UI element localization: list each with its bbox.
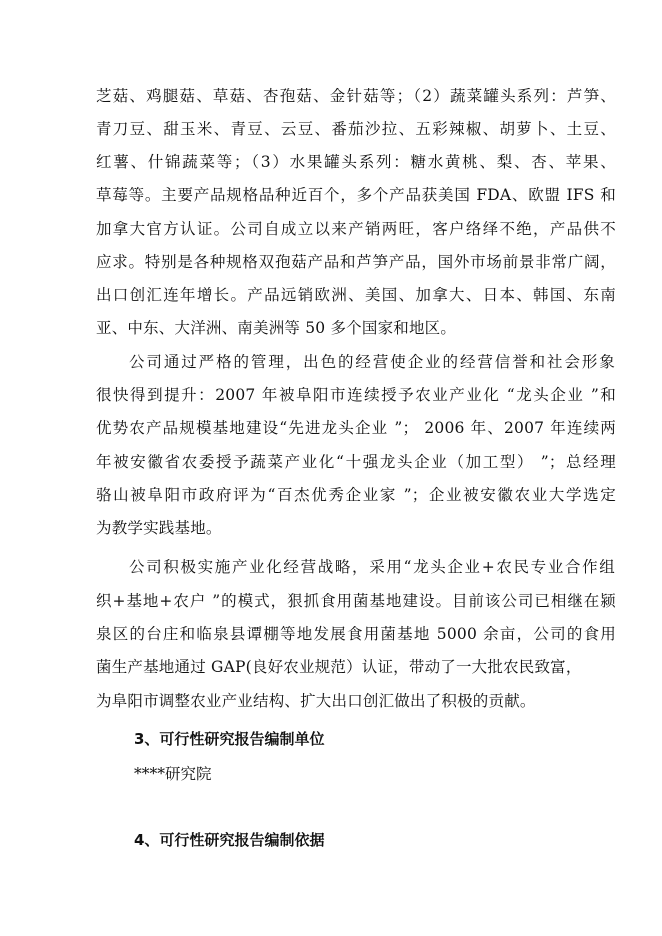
paragraph2-line-1: 公司通过严格的管理，出色的经营使企业的经营信誉和社会形象 (129, 353, 615, 371)
paragraph2-line-3: 优势农产品规模基地建设“先进龙头企业 ”； 2006 年、2007 年连续两 (96, 419, 616, 437)
paragraph1-line-1: 芝菇、鸡腿菇、草菇、杏孢菇、金针菇等；（2）蔬菜罐头系列：芦笋、 (96, 87, 616, 105)
paragraph1-line-8: 亚、中东、大洋洲、南美洲等 50 多个国家和地区。 (96, 319, 457, 337)
paragraph2-line-6: 为教学实践基地。 (96, 519, 222, 537)
paragraph1-line-6: 应求。特别是各种规格双孢菇产品和芦笋产品，国外市场前景非常广阔， (96, 253, 616, 271)
paragraph1-line-3: 红薯、什锦蔬菜等；（3）水果罐头系列：糖水黄桃、梨、杏、苹果、 (96, 153, 616, 171)
section-heading-4: 4、可行性研究报告编制依据 (134, 831, 325, 849)
paragraph1-line-4: 草莓等。主要产品规格品种近百个，多个产品获美国 FDA、欧盟 IFS 和 (96, 186, 616, 204)
paragraph1-line-2: 青刀豆、甜玉米、青豆、云豆、番茄沙拉、五彩辣椒、胡萝卜、土豆、 (96, 120, 616, 138)
paragraph3-line-5: 为阜阳市调整农业产业结构、扩大出口创汇做出了积极的贡献。 (96, 692, 536, 710)
section-heading-3: 3、可行性研究报告编制单位 (134, 730, 325, 748)
compiling-unit-name: ****研究院 (134, 765, 212, 783)
paragraph3-line-3: 泉区的台庄和临泉县谭棚等地发展食用菌基地 5000 余亩，公司的食用 (96, 625, 616, 643)
paragraph2-line-4: 年被安徽省农委授予蔬菜产业化“十强龙头企业（加工型） ”；总经理 (96, 453, 616, 471)
paragraph3-line-4: 菌生产基地通过 GAP(良好农业规范）认证，带动了一大批农民致富， (96, 658, 582, 676)
paragraph2-line-2: 很快得到提升：2007 年被阜阳市连续授予农业产业化 “龙头企业 ”和 (96, 386, 616, 404)
paragraph2-line-5: 骆山被阜阳市政府评为“百杰优秀企业家 ”；企业被安徽农业大学选定 (96, 486, 616, 504)
paragraph3-line-1: 公司积极实施产业化经营战略，采用“龙头企业+农民专业合作组 (129, 558, 615, 576)
paragraph1-line-5: 加拿大官方认证。公司自成立以来产销两旺，客户络绎不绝，产品供不 (96, 220, 616, 238)
paragraph1-line-7: 出口创汇连年增长。产品远销欧洲、美国、加拿大、日本、韩国、东南 (96, 286, 616, 304)
paragraph3-line-2: 织+基地+农户 ”的模式，狠抓食用菌基地建设。目前该公司已相继在颍 (96, 592, 616, 610)
